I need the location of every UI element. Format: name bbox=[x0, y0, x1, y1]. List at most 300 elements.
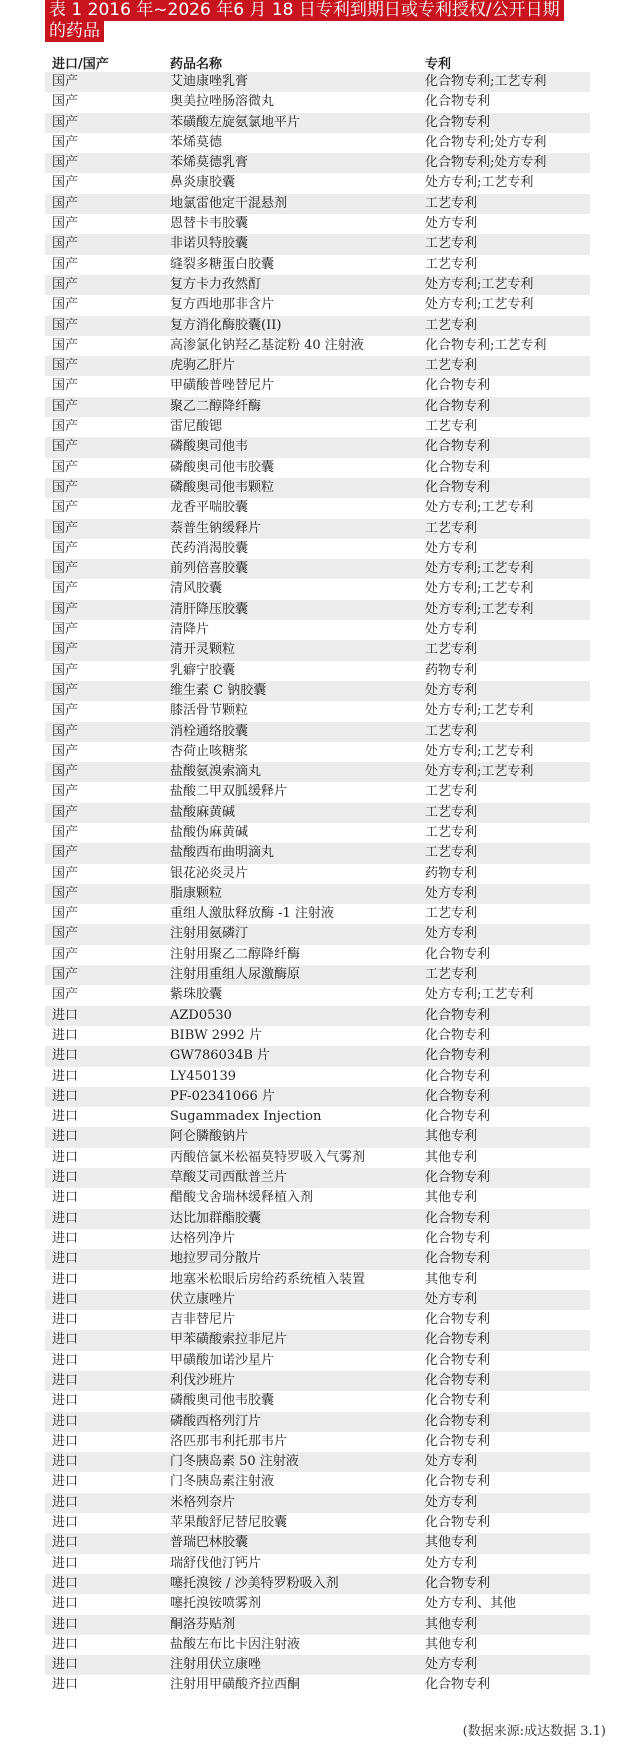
cell-origin: 国产 bbox=[52, 804, 79, 820]
table-row bbox=[45, 214, 590, 234]
header-patent: 专利 bbox=[425, 57, 452, 72]
cell-origin: 国产 bbox=[52, 561, 79, 577]
cell-drug-name: 脂康颗粒 bbox=[170, 885, 223, 901]
table-row bbox=[45, 458, 590, 478]
table-row bbox=[45, 722, 590, 742]
cell-patent: 化合物专利;处方专利 bbox=[425, 134, 547, 150]
cell-drug-name: 聚乙二醇降纤酶 bbox=[170, 398, 262, 414]
cell-origin: 进口 bbox=[52, 1291, 79, 1307]
cell-origin: 国产 bbox=[52, 906, 79, 922]
cell-drug-name: 酮洛芬贴剂 bbox=[170, 1616, 236, 1632]
cell-origin: 国产 bbox=[52, 824, 79, 840]
table-row bbox=[45, 924, 590, 944]
table-row bbox=[45, 1046, 590, 1066]
cell-patent: 化合物专利 bbox=[425, 114, 491, 130]
cell-drug-name: 虎驹乙肝片 bbox=[170, 358, 236, 374]
cell-origin: 国产 bbox=[52, 500, 79, 516]
table-row bbox=[45, 965, 590, 985]
cell-drug-name: PF-02341066 片 bbox=[170, 1088, 275, 1104]
cell-patent: 处方专利;工艺专利 bbox=[425, 764, 534, 780]
table-row bbox=[45, 1188, 590, 1208]
cell-drug-name: 恩替卡韦胶囊 bbox=[170, 216, 249, 232]
cell-drug-name: 磷酸西格列汀片 bbox=[170, 1413, 262, 1429]
cell-drug-name: 膝活骨节颗粒 bbox=[170, 703, 249, 719]
cell-origin: 进口 bbox=[52, 1149, 79, 1165]
cell-drug-name: 苹果酸舒尼替尼胶囊 bbox=[170, 1515, 288, 1531]
cell-drug-name: 艾迪康唑乳膏 bbox=[170, 74, 249, 89]
table-row bbox=[45, 1391, 590, 1411]
cell-patent: 工艺专利 bbox=[425, 195, 478, 211]
cell-drug-name: 雷尼酸锶 bbox=[170, 419, 223, 435]
cell-drug-name: 醋酸戈舍瑞林缓释植入剂 bbox=[170, 1190, 314, 1206]
cell-origin: 进口 bbox=[52, 1657, 79, 1673]
cell-drug-name: 盐酸左布比卡因注射液 bbox=[170, 1636, 301, 1652]
cell-drug-name: LY450139 bbox=[170, 1068, 237, 1084]
table-row bbox=[45, 255, 590, 275]
table-row bbox=[45, 559, 590, 579]
cell-patent: 化合物专利 bbox=[425, 459, 491, 475]
cell-patent: 工艺专利 bbox=[425, 804, 478, 820]
cell-origin: 进口 bbox=[52, 1454, 79, 1470]
cell-origin: 进口 bbox=[52, 1494, 79, 1510]
cell-origin: 国产 bbox=[52, 865, 79, 881]
cell-patent: 处方专利 bbox=[425, 1454, 478, 1470]
cell-origin: 国产 bbox=[52, 94, 79, 110]
cell-origin: 进口 bbox=[52, 1616, 79, 1632]
table-row bbox=[45, 1310, 590, 1330]
cell-origin: 国产 bbox=[52, 784, 79, 800]
cell-patent: 化合物专利;工艺专利 bbox=[425, 337, 547, 353]
table-row bbox=[45, 153, 590, 173]
cell-drug-name: 乳癖宁胶囊 bbox=[170, 662, 236, 678]
cell-origin: 进口 bbox=[52, 1129, 79, 1145]
cell-origin: 国产 bbox=[52, 723, 79, 739]
cell-origin: 国产 bbox=[52, 642, 79, 658]
cell-origin: 国产 bbox=[52, 378, 79, 394]
cell-patent: 化合物专利 bbox=[425, 94, 491, 110]
cell-drug-name: GW786034B 片 bbox=[170, 1048, 271, 1064]
cell-patent: 处方专利 bbox=[425, 216, 478, 232]
cell-patent: 化合物专利 bbox=[425, 1027, 491, 1043]
cell-drug-name: 注射用重组人尿激酶原 bbox=[170, 967, 301, 983]
table-row bbox=[45, 1412, 590, 1432]
cell-origin: 进口 bbox=[52, 1230, 79, 1246]
table-row bbox=[45, 1655, 590, 1675]
cell-origin: 国产 bbox=[52, 703, 79, 719]
table-row bbox=[45, 113, 590, 133]
cell-drug-name: 磷酸奥司他韦胶囊 bbox=[170, 1393, 275, 1409]
cell-origin: 进口 bbox=[52, 1048, 79, 1064]
cell-drug-name: 盐酸西布曲明滴丸 bbox=[170, 845, 275, 861]
cell-patent: 化合物专利 bbox=[425, 1393, 491, 1409]
cell-origin: 进口 bbox=[52, 1413, 79, 1429]
cell-drug-name: 磷酸奥司他韦胶囊 bbox=[170, 459, 275, 475]
table-row bbox=[45, 397, 590, 417]
table-row bbox=[45, 92, 590, 112]
cell-origin: 国产 bbox=[52, 256, 79, 272]
cell-origin: 国产 bbox=[52, 74, 79, 89]
cell-drug-name: 消栓通络胶囊 bbox=[170, 723, 249, 739]
cell-patent: 化合物专利 bbox=[425, 1230, 491, 1246]
table-row bbox=[45, 843, 590, 863]
table-row bbox=[45, 539, 590, 559]
cell-origin: 国产 bbox=[52, 581, 79, 597]
cell-patent: 处方专利;工艺专利 bbox=[425, 276, 534, 292]
cell-patent: 化合物专利 bbox=[425, 439, 491, 455]
cell-drug-name: 复方消化酶胶囊(II) bbox=[170, 317, 282, 333]
table-row bbox=[45, 1330, 590, 1350]
cell-patent: 工艺专利 bbox=[425, 967, 478, 983]
cell-drug-name: 磷酸奥司他韦 bbox=[170, 439, 249, 455]
cell-origin: 国产 bbox=[52, 479, 79, 495]
table-row bbox=[45, 620, 590, 640]
table-row bbox=[45, 1513, 590, 1533]
cell-origin: 进口 bbox=[52, 1515, 79, 1531]
table-row bbox=[45, 519, 590, 539]
cell-patent: 化合物专利 bbox=[425, 1251, 491, 1267]
table-row bbox=[45, 1675, 590, 1695]
cell-patent: 处方专利;工艺专利 bbox=[425, 743, 534, 759]
cell-patent: 化合物专利 bbox=[425, 1433, 491, 1449]
table-row bbox=[45, 1351, 590, 1371]
cell-drug-name: 龙香平喘胶囊 bbox=[170, 500, 249, 516]
table-row bbox=[45, 1270, 590, 1290]
cell-patent: 其他专利 bbox=[425, 1190, 478, 1206]
table-row bbox=[45, 1432, 590, 1452]
cell-patent: 化合物专利 bbox=[425, 1677, 491, 1693]
cell-patent: 工艺专利 bbox=[425, 256, 478, 272]
cell-drug-name: 地拉罗司分散片 bbox=[170, 1251, 262, 1267]
cell-patent: 药物专利 bbox=[425, 662, 478, 678]
cell-patent: 其他专利 bbox=[425, 1271, 478, 1287]
cell-drug-name: 门冬胰岛素 50 注射液 bbox=[170, 1454, 299, 1470]
cell-patent: 化合物专利 bbox=[425, 1048, 491, 1064]
cell-drug-name: 鼻炎康胶囊 bbox=[170, 175, 236, 191]
cell-origin: 进口 bbox=[52, 1109, 79, 1125]
cell-patent: 化合物专利 bbox=[425, 479, 491, 495]
cell-origin: 国产 bbox=[52, 236, 79, 252]
cell-origin: 国产 bbox=[52, 845, 79, 861]
cell-origin: 国产 bbox=[52, 662, 79, 678]
table-row bbox=[45, 640, 590, 660]
table-row bbox=[45, 904, 590, 924]
cell-drug-name: 达格列净片 bbox=[170, 1230, 236, 1246]
cell-patent: 化合物专利 bbox=[425, 1088, 491, 1104]
table-row bbox=[45, 72, 590, 92]
cell-patent: 处方专利 bbox=[425, 1657, 478, 1673]
cell-origin: 国产 bbox=[52, 987, 79, 1003]
cell-origin: 进口 bbox=[52, 1474, 79, 1490]
table-body bbox=[45, 72, 590, 1696]
cell-drug-name: 伏立康唑片 bbox=[170, 1291, 236, 1307]
cell-drug-name: 洛匹那韦利托那韦片 bbox=[170, 1433, 288, 1449]
cell-origin: 进口 bbox=[52, 1352, 79, 1368]
table-row bbox=[45, 316, 590, 336]
cell-drug-name: 噻托溴铵喷雾剂 bbox=[170, 1596, 262, 1612]
cell-patent: 处方专利;工艺专利 bbox=[425, 987, 534, 1003]
header-origin: 进口/国产 bbox=[52, 57, 109, 72]
cell-origin: 国产 bbox=[52, 459, 79, 475]
cell-origin: 进口 bbox=[52, 1332, 79, 1348]
cell-patent: 其他专利 bbox=[425, 1616, 478, 1632]
cell-drug-name: 前列倍喜胶囊 bbox=[170, 561, 249, 577]
cell-drug-name: 清降片 bbox=[170, 622, 210, 638]
cell-patent: 化合物专利 bbox=[425, 1007, 491, 1023]
cell-drug-name: 盐酸二甲双胍缓释片 bbox=[170, 784, 288, 800]
cell-drug-name: 注射用伏立康唑 bbox=[170, 1657, 262, 1673]
cell-origin: 国产 bbox=[52, 175, 79, 191]
cell-origin: 国产 bbox=[52, 358, 79, 374]
table-row bbox=[45, 1168, 590, 1188]
cell-drug-name: 复方西地那非含片 bbox=[170, 297, 275, 313]
table-row bbox=[45, 661, 590, 681]
cell-origin: 国产 bbox=[52, 946, 79, 962]
cell-origin: 进口 bbox=[52, 1170, 79, 1186]
cell-patent: 工艺专利 bbox=[425, 824, 478, 840]
table-row bbox=[45, 681, 590, 701]
cell-patent: 处方专利 bbox=[425, 622, 478, 638]
table-row bbox=[45, 884, 590, 904]
cell-patent: 处方专利 bbox=[425, 1291, 478, 1307]
data-source-note: (数据来源:成达数据 3.1) bbox=[462, 1724, 606, 1739]
table-row bbox=[45, 1107, 590, 1127]
cell-drug-name: 门冬胰岛素注射液 bbox=[170, 1474, 275, 1490]
cell-drug-name: 缝裂多糖蛋白胶囊 bbox=[170, 256, 275, 272]
cell-patent: 化合物专利 bbox=[425, 1068, 491, 1084]
cell-drug-name: 甲磺酸加诺沙星片 bbox=[170, 1352, 275, 1368]
table-row bbox=[45, 864, 590, 884]
cell-origin: 国产 bbox=[52, 439, 79, 455]
cell-patent: 化合物专利 bbox=[425, 1575, 491, 1591]
cell-drug-name: 苯磺酸左旋氨氯地平片 bbox=[170, 114, 301, 130]
cell-origin: 国产 bbox=[52, 134, 79, 150]
cell-drug-name: 重组人激肽释放酶 -1 注射液 bbox=[170, 906, 334, 922]
cell-patent: 处方专利 bbox=[425, 885, 478, 901]
cell-patent: 处方专利;工艺专利 bbox=[425, 601, 534, 617]
cell-drug-name: 维生素 C 钠胶囊 bbox=[170, 682, 267, 698]
table-row bbox=[45, 1371, 590, 1391]
table-row bbox=[45, 275, 590, 295]
cell-patent: 处方专利 bbox=[425, 1494, 478, 1510]
cell-drug-name: 银花泌炎灵片 bbox=[170, 865, 249, 881]
cell-origin: 国产 bbox=[52, 885, 79, 901]
cell-patent: 工艺专利 bbox=[425, 520, 478, 536]
cell-patent: 化合物专利 bbox=[425, 1332, 491, 1348]
table-row bbox=[45, 1148, 590, 1168]
cell-patent: 化合物专利 bbox=[425, 1170, 491, 1186]
cell-drug-name: 杏荷止咳糖浆 bbox=[170, 743, 249, 759]
cell-drug-name: 甲苯磺酸索拉非尼片 bbox=[170, 1332, 288, 1348]
cell-patent: 工艺专利 bbox=[425, 358, 478, 374]
cell-drug-name: 地氯雷他定干混悬剂 bbox=[170, 195, 288, 211]
cell-patent: 其他专利 bbox=[425, 1636, 478, 1652]
table-title bbox=[45, 0, 625, 42]
cell-patent: 工艺专利 bbox=[425, 419, 478, 435]
cell-patent: 化合物专利 bbox=[425, 378, 491, 394]
cell-drug-name: 米格列奈片 bbox=[170, 1494, 236, 1510]
cell-origin: 国产 bbox=[52, 601, 79, 617]
cell-patent: 处方专利;工艺专利 bbox=[425, 561, 534, 577]
table-row bbox=[45, 1472, 590, 1492]
cell-origin: 国产 bbox=[52, 520, 79, 536]
table-row bbox=[45, 1554, 590, 1574]
table-row bbox=[45, 1229, 590, 1249]
cell-patent: 处方专利;工艺专利 bbox=[425, 581, 534, 597]
table-row bbox=[45, 985, 590, 1005]
cell-drug-name: 噻托溴铵 / 沙美特罗粉吸入剂 bbox=[170, 1575, 339, 1591]
cell-origin: 国产 bbox=[52, 155, 79, 171]
cell-drug-name: 吉非替尼片 bbox=[170, 1312, 236, 1328]
cell-patent: 化合物专利;处方专利 bbox=[425, 155, 547, 171]
cell-drug-name: 磷酸奥司他韦颗粒 bbox=[170, 479, 275, 495]
cell-patent: 处方专利;工艺专利 bbox=[425, 175, 534, 191]
cell-patent: 处方专利 bbox=[425, 926, 478, 942]
cell-origin: 进口 bbox=[52, 1251, 79, 1267]
table-row bbox=[45, 1067, 590, 1087]
cell-origin: 进口 bbox=[52, 1088, 79, 1104]
table-row bbox=[45, 356, 590, 376]
table-row bbox=[45, 945, 590, 965]
table-row bbox=[45, 1127, 590, 1147]
cell-origin: 国产 bbox=[52, 398, 79, 414]
table-row bbox=[45, 1087, 590, 1107]
cell-origin: 进口 bbox=[52, 1535, 79, 1551]
table-row bbox=[45, 194, 590, 214]
cell-drug-name: 紫珠胶囊 bbox=[170, 987, 223, 1003]
table-row bbox=[45, 1209, 590, 1229]
cell-patent: 工艺专利 bbox=[425, 642, 478, 658]
table-row bbox=[45, 1006, 590, 1026]
table-row bbox=[45, 417, 590, 437]
cell-origin: 进口 bbox=[52, 1190, 79, 1206]
cell-origin: 进口 bbox=[52, 1575, 79, 1591]
cell-patent: 处方专利、其他 bbox=[425, 1596, 517, 1612]
table-row bbox=[45, 437, 590, 457]
table-row bbox=[45, 823, 590, 843]
table-row bbox=[45, 376, 590, 396]
cell-origin: 国产 bbox=[52, 297, 79, 313]
cell-drug-name: 清开灵颗粒 bbox=[170, 642, 236, 658]
cell-patent: 工艺专利 bbox=[425, 845, 478, 861]
cell-drug-name: 丙酸倍氯米松福莫特罗吸入气雾剂 bbox=[170, 1149, 366, 1165]
table-row bbox=[45, 295, 590, 315]
table-row bbox=[45, 742, 590, 762]
cell-patent: 其他专利 bbox=[425, 1129, 478, 1145]
cell-drug-name: 萘普生钠缓释片 bbox=[170, 520, 262, 536]
cell-origin: 进口 bbox=[52, 1677, 79, 1693]
cell-patent: 处方专利 bbox=[425, 682, 478, 698]
cell-origin: 进口 bbox=[52, 1210, 79, 1226]
cell-origin: 国产 bbox=[52, 622, 79, 638]
table-row bbox=[45, 1615, 590, 1635]
cell-drug-name: 复方卡力孜然酊 bbox=[170, 276, 262, 292]
table-row bbox=[45, 234, 590, 254]
cell-origin: 国产 bbox=[52, 276, 79, 292]
cell-patent: 化合物专利 bbox=[425, 398, 491, 414]
cell-origin: 国产 bbox=[52, 764, 79, 780]
table-row bbox=[45, 1290, 590, 1310]
cell-origin: 国产 bbox=[52, 337, 79, 353]
cell-origin: 进口 bbox=[52, 1433, 79, 1449]
table-row bbox=[45, 336, 590, 356]
cell-patent: 处方专利;工艺专利 bbox=[425, 297, 534, 313]
cell-patent: 化合物专利;工艺专利 bbox=[425, 74, 547, 89]
cell-patent: 化合物专利 bbox=[425, 1515, 491, 1531]
cell-drug-name: 清风胶囊 bbox=[170, 581, 223, 597]
cell-patent: 化合物专利 bbox=[425, 946, 491, 962]
cell-drug-name: 高渗氯化钠羟乙基淀粉 40 注射液 bbox=[170, 337, 364, 353]
table-row bbox=[45, 1452, 590, 1472]
table-row bbox=[45, 1574, 590, 1594]
cell-patent: 化合物专利 bbox=[425, 1109, 491, 1125]
table-row bbox=[45, 600, 590, 620]
cell-drug-name: 清肝降压胶囊 bbox=[170, 601, 249, 617]
cell-drug-name: 甲磺酸普唑替尼片 bbox=[170, 378, 275, 394]
cell-drug-name: 苯烯莫德乳膏 bbox=[170, 155, 249, 171]
cell-patent: 其他专利 bbox=[425, 1535, 478, 1551]
cell-origin: 国产 bbox=[52, 682, 79, 698]
cell-drug-name: 阿仑膦酸钠片 bbox=[170, 1129, 249, 1145]
cell-origin: 国产 bbox=[52, 195, 79, 211]
cell-origin: 国产 bbox=[52, 967, 79, 983]
cell-patent: 处方专利;工艺专利 bbox=[425, 500, 534, 516]
cell-drug-name: 非诺贝特胶囊 bbox=[170, 236, 249, 252]
cell-patent: 其他专利 bbox=[425, 1149, 478, 1165]
header-drug-name: 药品名称 bbox=[170, 57, 223, 72]
cell-patent: 工艺专利 bbox=[425, 317, 478, 333]
table-row bbox=[45, 133, 590, 153]
table-row bbox=[45, 579, 590, 599]
table-row bbox=[45, 1249, 590, 1269]
cell-drug-name: 草酸艾司西酞普兰片 bbox=[170, 1170, 288, 1186]
cell-origin: 进口 bbox=[52, 1636, 79, 1652]
cell-origin: 进口 bbox=[52, 1027, 79, 1043]
cell-patent: 化合物专利 bbox=[425, 1413, 491, 1429]
table-row bbox=[45, 1635, 590, 1655]
cell-drug-name: 盐酸麻黄碱 bbox=[170, 804, 236, 820]
cell-patent: 化合物专利 bbox=[425, 1373, 491, 1388]
table-row bbox=[45, 1594, 590, 1614]
cell-drug-name: 达比加群酯胶囊 bbox=[170, 1210, 262, 1226]
table-row bbox=[45, 478, 590, 498]
cell-origin: 国产 bbox=[52, 216, 79, 232]
cell-origin: 国产 bbox=[52, 743, 79, 759]
cell-drug-name: 注射用聚乙二醇降纤酶 bbox=[170, 946, 301, 962]
cell-patent: 化合物专利 bbox=[425, 1474, 491, 1490]
cell-drug-name: 注射用氨磷汀 bbox=[170, 926, 249, 942]
cell-drug-name: 奥美拉唑肠溶微丸 bbox=[170, 94, 275, 110]
table-row bbox=[45, 1533, 590, 1553]
cell-origin: 进口 bbox=[52, 1068, 79, 1084]
cell-patent: 处方专利 bbox=[425, 1555, 478, 1571]
cell-drug-name: 盐酸伪麻黄碱 bbox=[170, 824, 249, 840]
table-title-line-1: 表 1 2016 年~2026 年6 月 18 日专利到期日或专利授权/公开日期 bbox=[45, 0, 564, 21]
cell-drug-name: 瑞舒伐他汀钙片 bbox=[170, 1555, 262, 1571]
cell-origin: 进口 bbox=[52, 1312, 79, 1328]
cell-patent: 化合物专利 bbox=[425, 1210, 491, 1226]
cell-drug-name: 盐酸氨溴索滴丸 bbox=[170, 764, 262, 780]
cell-origin: 国产 bbox=[52, 317, 79, 333]
cell-origin: 国产 bbox=[52, 926, 79, 942]
cell-origin: 进口 bbox=[52, 1555, 79, 1571]
cell-drug-name: 地塞米松眼后房给药系统植入装置 bbox=[170, 1271, 366, 1287]
cell-origin: 进口 bbox=[52, 1596, 79, 1612]
cell-patent: 工艺专利 bbox=[425, 784, 478, 800]
table-row bbox=[45, 173, 590, 193]
table-row bbox=[45, 782, 590, 802]
cell-drug-name: 利伐沙班片 bbox=[170, 1373, 236, 1388]
cell-drug-name: 注射用甲磺酸齐拉西酮 bbox=[170, 1677, 301, 1693]
